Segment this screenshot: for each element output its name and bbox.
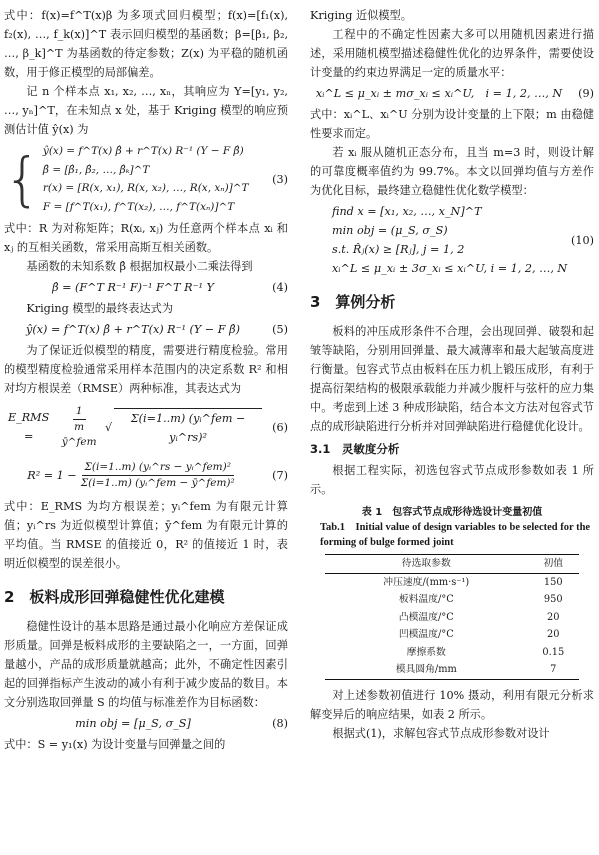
table-cell: 摩擦系数 — [406, 646, 446, 658]
equation-number: (9) — [578, 87, 594, 100]
table-cell: 凹模温度/°C — [398, 629, 454, 640]
table-cell: 冲压速度/(mm·s⁻¹) — [383, 576, 470, 588]
equation-body: β̂ = (F^T R⁻¹ F)⁻¹ F^T R⁻¹ Y — [52, 281, 214, 294]
paragraph: 式中：S = y₁(x) 为设计变量与回弹量之间的 — [4, 738, 226, 751]
equation-6 — [4, 400, 288, 454]
equation-body: min obj = [μ_S, σ_S] — [75, 717, 191, 730]
table-cell: 20 — [547, 611, 560, 623]
equation-number: (10) — [571, 233, 594, 247]
table-row — [325, 573, 579, 591]
paragraph: 板料的冲压成形条件不合理，会出现回弹、破裂和起皱等缺陷，分别用回弹量、最大减薄率和最大起皱高度进行衡量。包容式节点由板料在压力机上锻压成形，有利于提高衍架结构的极限承载能力并减少腹杆与弦杆的应力集中。考虑到上述 3 种成形缺陷，结合本文方法对包容式节点的成形缺陷进行分析并对回弹缺陷进行稳健优化设计。 — [310, 325, 594, 433]
paragraph: 基函数的未知系数 β̂ 根据加权最小二乘法得到 — [26, 260, 253, 273]
equation-number: (7) — [272, 469, 288, 482]
equation-10 — [310, 202, 594, 278]
equation-number: (6) — [272, 420, 288, 434]
paragraph: 稳健性设计的基本思路是通过最小化响应方差保证成形质量。回弹是板料成形的主要缺陷之一，一方面，回弹量越小，产品的成形质量就越高；此外，不确定性因素引起的回弹指标产生波动的减小有利于减少废品的数目。本文分别选取回弹量 S 的均值与标准差作为目标函数： — [4, 620, 288, 709]
paragraph: 工程中的不确定性因素大多可以用随机因素进行描述，采用随机模型描述稳健性优化的边界条件，需要使设计变量的约束边界满足一定的质量水平： — [310, 28, 594, 79]
paragraph: 式中：R 为对称矩阵；R(xᵢ, xⱼ) 为任意两个样本点 xᵢ 和 xⱼ 的互相关函数，常采用高斯互相关函数。 — [4, 222, 288, 254]
equation-number: (5) — [272, 323, 288, 336]
table-caption-en: Tab.1 Initial value of design variables to be selected for the forming of bulge formed joint — [320, 522, 591, 548]
equation-4 — [4, 278, 288, 297]
section-heading: 2 板料成形回弹稳健性优化建模 — [4, 588, 225, 606]
equation-lines — [43, 142, 262, 216]
model-line: s.t. R̂ⱼ(x) ≥ [Rⱼ], j = 1, 2 — [332, 243, 465, 256]
equation-number: (8) — [272, 717, 288, 730]
table-header: 初值 — [543, 558, 564, 569]
numerator: Σ(i=1..m) (yᵢ^rs − yᵢ^fem)² — [82, 460, 234, 476]
model-line: xᵢ^L ≤ μ_xᵢ ± 3σ_xᵢ ≤ xᵢ^U, i = 1, 2, …, N — [332, 262, 568, 275]
equation-5 — [4, 320, 288, 339]
sqrt-sign: √ — [105, 420, 113, 434]
equation-line: ŷ(x) = f^T(x) β̂ + r^T(x) R⁻¹ (Y − F β̂) — [42, 145, 244, 157]
equation-body — [4, 404, 262, 450]
equation-body — [4, 460, 262, 491]
equation-line: F = [f^T(x₁), f^T(x₂), …, f^T(xₙ)]^T — [42, 200, 235, 213]
table-1 — [325, 554, 579, 680]
equation-8 — [4, 714, 288, 733]
equation-3 — [4, 142, 288, 216]
fraction — [57, 404, 101, 450]
table-cell: 板料温度/°C — [398, 594, 454, 605]
paragraph: 根据工程实际，初选包容式节点成形参数如表 1 所示。 — [310, 464, 594, 496]
left-column — [4, 6, 288, 754]
optimization-model — [310, 202, 567, 278]
equation-body: xᵢ^L ≤ μ_xᵢ ± mσ_xᵢ ≤ xᵢ^U, i = 1, 2, …, N — [315, 87, 563, 100]
table-header-row — [325, 555, 579, 574]
paragraph: 为了保证近似模型的精度，需要进行精度检验。常用的模型精度检验通常采用样本范围内的决定系数 R² 和相对均方根误差（RMSE）两种标准，其表达式为 — [4, 344, 288, 395]
paragraph: 根据式(1)，求解包容式节点成形参数对设计 — [332, 726, 550, 740]
paragraph: 式中：E_RMS 为均方根误差；yᵢ^fem 为有限元计算值；yᵢ^rs 为近似模型计算值；ȳ^fem 为有限元计算的平均值。当 RMSE 的值接近 0，R² 的值接近 1 时，表明近似模型的误差很小。 — [4, 500, 288, 570]
equation-number: (3) — [272, 172, 288, 186]
paragraph: 式中：f(x)=f^T(x)β 为多项式回归模型；f(x)=[f₁(x), f₂(x), …, f_k(x)]^T 表示回归模型的基函数；β=[β₁, β₂, …, β_k]^T 为基函数的待定参数；Z(x) 为平稳的随机函数，用于修正模型的局部偏差。 — [4, 9, 288, 79]
equation-body: ŷ(x) = f^T(x) β̂ + r^T(x) R⁻¹ (Y − F β̂) — [26, 323, 240, 336]
equation-line: r(x) = [R(x, x₁), R(x, x₂), …, R(x, xₙ)]^T — [42, 182, 249, 194]
subsection-heading: 3.1 灵敏度分析 — [310, 442, 400, 456]
fraction — [81, 460, 235, 491]
paragraph: 记 n 个样本点 x₁, x₂, …, xₙ，其响应为 Y=[y₁, y₂, …, yₙ]^T，在未知点 x 处，基于 Kriging 模型的响应预测估计值 ŷ(x) 为 — [4, 85, 288, 136]
table-cell: 20 — [547, 629, 560, 640]
paragraph: 若 xᵢ 服从随机正态分布，且当 m=3 时，则设计解的可靠度概率值约为 99.7%。本文以回弹均值与方差作为优化目标，最终建立稳健性优化数学模型： — [310, 146, 594, 197]
equation-number: (4) — [272, 281, 288, 294]
table-cell: 凸模温度/°C — [398, 611, 454, 623]
equation-line: β̂ = [β̂₁, β̂₂, …, β̂ₖ]^T — [42, 163, 150, 176]
table-row — [325, 661, 579, 679]
table-cell: 0.15 — [542, 646, 565, 658]
table-row — [325, 644, 579, 662]
table-cell: 150 — [543, 576, 563, 588]
table-row — [325, 609, 579, 627]
paragraph: Kriging 模型的最终表达式为 — [26, 302, 174, 315]
paragraph: 对上述参数初值进行 10% 摄动，利用有限元分析求解变异后的响应结果，如表 2 所示。 — [310, 688, 594, 721]
table-header: 待选取参数 — [401, 558, 451, 569]
table-cell: 模具圆角/mm — [395, 664, 457, 675]
model-line: min obj = (μ_S, σ_S) — [332, 224, 448, 237]
paragraph: Kriging 近似模型。 — [310, 9, 412, 22]
paragraph: 式中：xᵢ^L、xᵢ^U 分别为设计变量的上下限；m 由稳健性要求而定。 — [310, 108, 594, 140]
model-line: find x = [x₁, x₂, …, x_N]^T — [332, 205, 482, 218]
right-column — [310, 6, 594, 743]
table-row — [325, 626, 579, 644]
table-caption-cn: 表 1 包容式节点成形待选设计变量初值 — [361, 507, 543, 518]
equation-lhs: R² = 1 − — [27, 469, 77, 482]
denominator: Σ(i=1..m) (yᵢ^fem − ȳ^fem)² — [80, 477, 235, 489]
denominator: m ȳ^fem — [61, 421, 97, 448]
equation-7 — [4, 456, 288, 495]
table-cell: 7 — [550, 664, 557, 675]
section-heading: 3 算例分析 — [310, 293, 396, 311]
equation-lhs: E_RMS = — [7, 411, 50, 443]
numerator: 1 — [73, 404, 86, 420]
brace: { — [4, 145, 41, 213]
equation-9 — [310, 84, 594, 103]
table-cell: 950 — [543, 594, 563, 605]
table-row — [325, 591, 579, 609]
sqrt-body: Σ(i=1..m) (yᵢ^fem − yᵢ^rs)² — [114, 408, 262, 447]
